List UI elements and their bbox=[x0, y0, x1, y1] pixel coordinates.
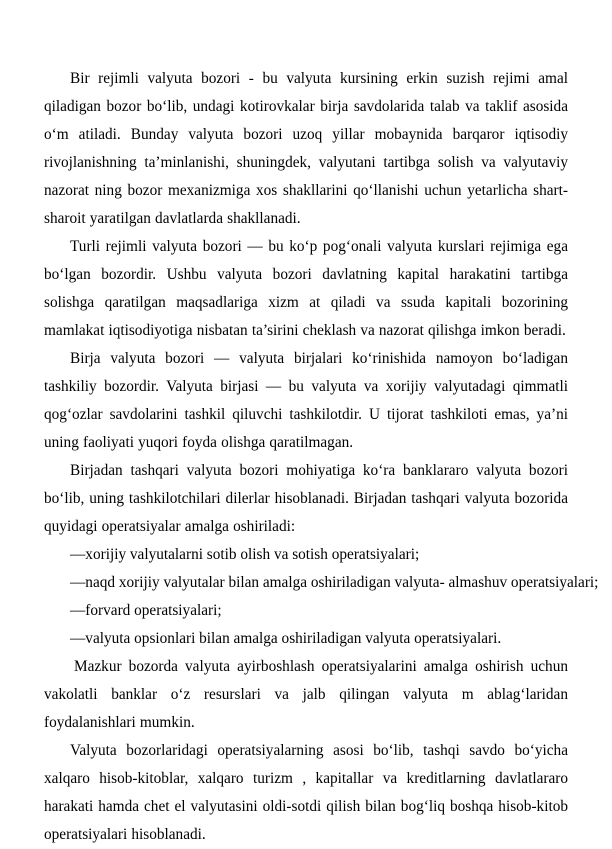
list-item: —valyuta opsionlari bilan amalga oshiriladigan valyuta operatsiyalari. bbox=[70, 630, 502, 647]
document-body bbox=[44, 65, 599, 849]
paragraph-4: Birjadan tashqari valyuta bozori mohiyatiga koʻra banklararo valyuta bozori boʻlib, uning tashkilotchilari dilerlar hisoblanadi. Birjadan tashqari valyuta bozorida quyidagi operatsiyalar amalga oshiriladi: bbox=[44, 462, 568, 535]
list-item: —xorijiy valyutalarni sotib olish va sotish operatsiyalari; bbox=[70, 546, 420, 563]
list-item: —forvard operatsiyalari; bbox=[70, 602, 222, 619]
paragraph-5: Mazkur bozorda valyuta ayirboshlash operatsiyalarini amalga oshirish uchun vakolatli banklar oʻz resurslari va jalb qilingan valyuta m ablagʻlaridan foydalanishlari mumkin. bbox=[44, 658, 568, 731]
paragraph-3: Birja valyuta bozori — valyuta birjalari koʻrinishida namoyon boʻladigan tashkiliy bozordir. Valyuta birjasi — bu valyuta va xorijiy valyutadagi qimmatli qogʻozlar savdolarini tashkil qiluvchi tashkilotdir. U tijorat tashkiloti emas, ya’ni uning faoliyati yuqori foyda olishga qaratilmagan. bbox=[44, 350, 568, 451]
paragraph-1: Bir rejimli valyuta bozori - bu valyuta kursining erkin suzish rejimi amal qiladigan bozor boʻlib, undagi kotirovkalar birja savdolarida talab va taklif asosida oʻm atiladi. Bunday valyuta bozori uzoq yillar mobaynida barqaror iqtisodiy rivojlanishning ta’minlanishi, shuningdek, valyutani tartibga solish va valyutaviy nazorat ning bozor mexanizmiga xos shakllarini qoʻllanishi uchun yetarlicha shart-sharoit yaratilgan davlatlarda shakllanadi. bbox=[44, 70, 568, 227]
list-item: —naqd xorijiy valyutalar bilan amalga oshiriladigan valyuta- almashuv operatsiyalari; bbox=[70, 574, 599, 591]
paragraph-6: Valyuta bozorlaridagi operatsiyalarning asosi boʻlib, tashqi savdo boʻyicha xalqaro hisob-kitoblar, xalqaro turizm , kapitallar va kreditlarning davlatlararo harakati hamda chet el valyutasini oldi-sotdi qilish bilan bogʻliq boshqa hisob-kitob operatsiyalari hisoblanadi. bbox=[44, 742, 568, 843]
paragraph-2: Turli rejimli valyuta bozori — bu koʻp pogʻonali valyuta kurslari rejimiga ega boʻlgan bozordir. Ushbu valyuta bozori davlatning kapital harakatini tartibga solishga qaratilgan maqsadlariga xizm at qiladi va ssuda kapitali bozorining mamlakat iqtisodiyotiga nisbatan ta’sirini cheklash va nazorat qilishga imkon beradi. bbox=[44, 238, 568, 339]
